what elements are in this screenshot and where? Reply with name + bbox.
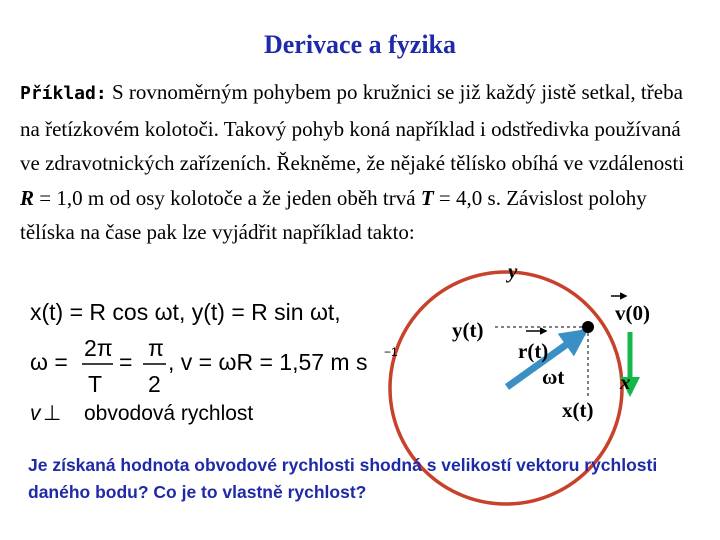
fraction-1-numerator: 2π <box>84 335 113 361</box>
equals-sign: = <box>119 349 133 375</box>
body-point <box>582 321 594 333</box>
fraction-1-denominator: T <box>88 371 103 397</box>
period-symbol: T <box>420 185 434 210</box>
paragraph-text-2: = 1,0 m od osy kolotoče a že jeden oběh trvá <box>34 185 421 210</box>
velocity-unit-exponent: −1 <box>384 345 398 359</box>
radius-symbol: R <box>20 185 35 210</box>
omega-equals: ω = <box>30 349 68 375</box>
tangential-velocity-text: obvodová rychlost <box>84 402 254 425</box>
yt-label: y(t) <box>452 318 484 342</box>
paragraph-text-1: S rovnoměrným pohybem po kružnici se již každý jistě setkal, třeba na řetízkovém kolotoči. Takový pohyb koná například i odstředivka používaná ve zdravotnických zařízeních. Řekněme, že nějaké tělísko obíhá ve vzdálenosti <box>20 80 685 175</box>
v0-label: v(0) <box>615 301 650 325</box>
rt-label: r(t) <box>518 339 549 363</box>
perpendicular-symbol: ⊥ <box>43 402 62 425</box>
velocity-formula: , v = ωR = 1,57 m s <box>168 349 368 375</box>
page-title: Derivace a fyzika <box>263 30 457 59</box>
fraction-2-numerator: π <box>148 335 164 361</box>
velocity-symbol: v <box>30 402 41 425</box>
example-label: Příklad: <box>20 83 107 104</box>
x-axis-label: x <box>620 370 631 394</box>
question-text: Je získaná hodnota obvodové rychlosti shodná s velikostí vektoru rychlosti daného bodu? Co je to vlastně rychlost? <box>28 455 658 502</box>
formula-line-1: x(t) = R cos ωt, y(t) = R sin ωt, <box>30 299 341 325</box>
omega-t-label: ωt <box>542 365 565 389</box>
paragraph-text-3: = 4,0 s. Závislost polohy tělíska na čase pak lze vyjádřit například takto: <box>20 185 647 244</box>
xt-label: x(t) <box>562 398 594 422</box>
fraction-2-denominator: 2 <box>148 371 161 397</box>
y-axis-label: y <box>508 259 518 283</box>
